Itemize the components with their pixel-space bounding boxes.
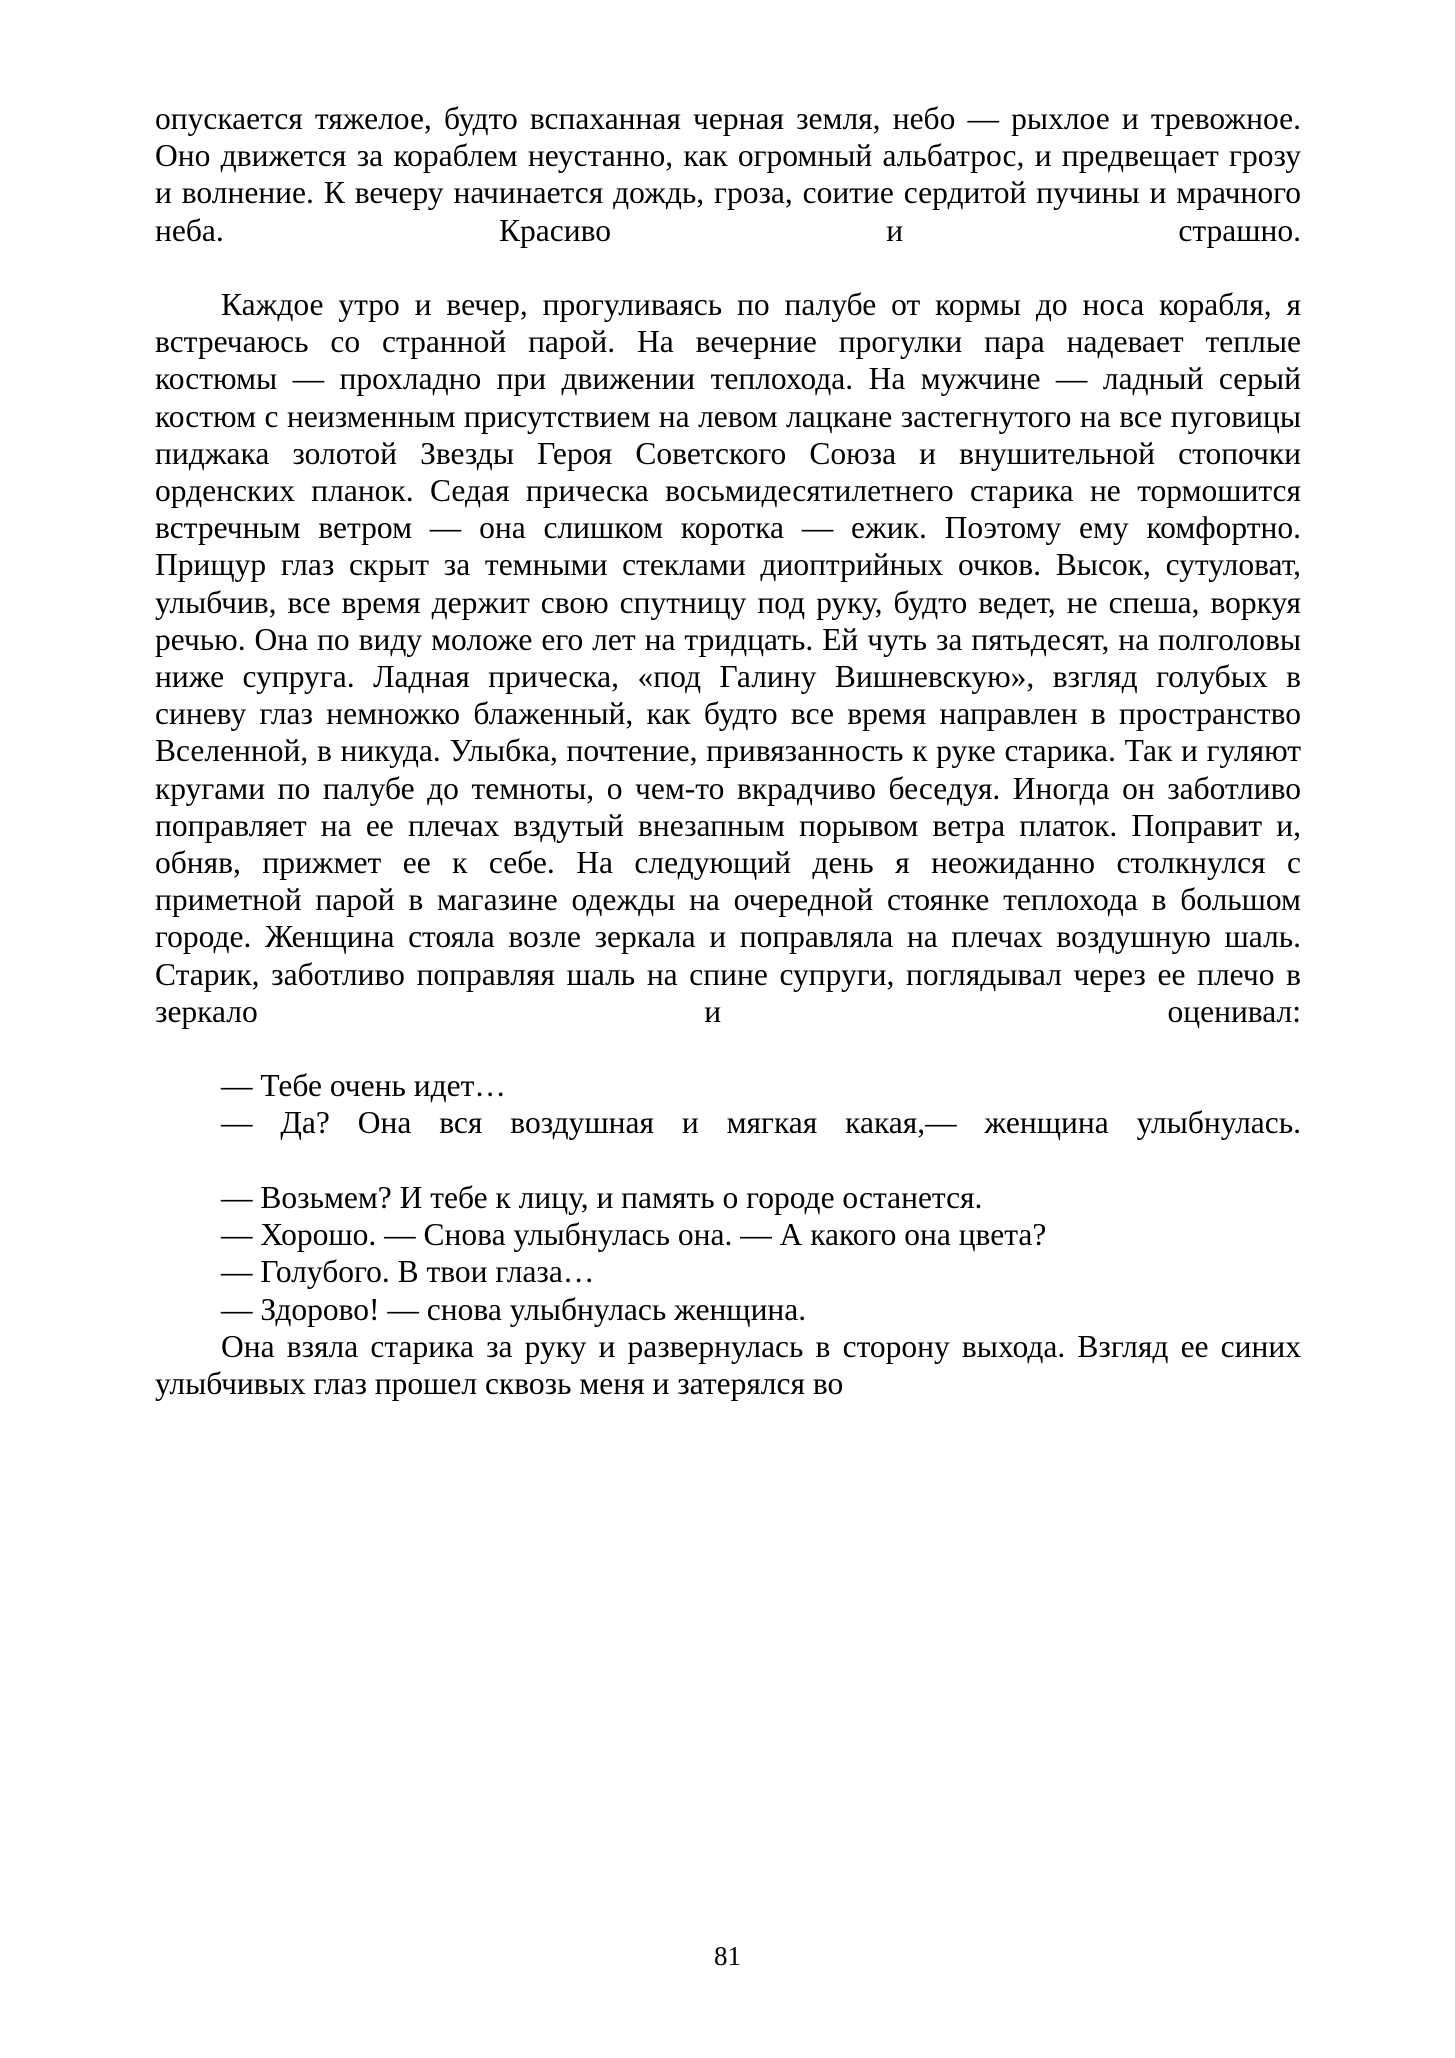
paragraph-closing: Она взяла старика за руку и развернулась в сторону выхода. Взгляд ее синих улыбчивых глаз прошел сквозь меня и затерялся во	[155, 1328, 1301, 1401]
dialogue-line-4: — Хорошо. — Снова улыбнулась она. — А какого она цвета?	[221, 1217, 1047, 1253]
paragraph-opening: опускается тяжелое, будто вспаханная черная земля, небо — рыхлое и тревожное. Оно движется за кораблем неустанно, как огромный альбатрос, и предвещает грозу и волнение. К вечеру начинается дождь, гроза, соитие сердитой пучины и мрачного неба. Красиво и страшно.	[155, 101, 1301, 248]
page-number: 81	[714, 1941, 741, 1971]
dialogue-line-5: — Голубого. В твои глаза…	[221, 1254, 595, 1290]
page-body-text	[155, 100, 1301, 1402]
dialogue-line-2: — Да? Она вся воздушная и мягкая какая,— женщина улыбнулась.	[221, 1105, 1301, 1141]
dialogue-line-6: — Здорово! — снова улыбнулась женщина.	[221, 1291, 807, 1327]
paragraph-couple-description: Каждое утро и вечер, прогуливаясь по палубе от кормы до носа корабля, я встречаюсь со странной парой. На вечерние прогулки пара надевает теплые костюмы — прохладно при движении теплохода. На мужчине — ладный серый костюм с неизменным присутствием на левом лацкане застегнутого на все пуговицы пиджака золотой Звезды Героя Советского Союза и внушительной стопочки орденских планок. Седая прическа восьмидесятилетнего старика не тормошится встречным ветром — она слишком коротка — ежик. Поэтому ему комфортно. Прищур глаз скрыт за темными стеклами диоптрийных очков. Высок, сутуловат, улыбчив, все время держит свою спутницу под руку, будто ведет, не спеша, воркуя речью. Она по виду моложе его лет на тридцать. Ей чуть за пятьдесят, на полголовы ниже супруга. Ладная прическа, «под Галину Вишневскую», взгляд голубых в синеву глаз немножко блаженный, как будто все время направлен в пространство Вселенной, в никуда. Улыбка, почтение, привязанность к руке старика. Так и гуляют кругами по палубе до темноты, о чем-то вкрадчиво беседуя. Иногда он заботливо поправляет на ее плечах вздутый внезапным порывом ветра платок. Поправит и, обняв, прижмет ее к себе. На следующий день я неожиданно столкнулся с приметной парой в магазине одежды на очередной стоянке теплохода в большом городе. Женщина стояла возле зеркала и поправляла на плечах воздушную шаль. Старик, заботливо поправляя шаль на спине супруги, поглядывал через ее плечо в зеркало и оценивал:	[155, 287, 1301, 1029]
dialogue-line-1: — Тебе очень идет…	[221, 1068, 506, 1104]
dialogue-line-3: — Возьмем? И тебе к лицу, и память о городе останется.	[221, 1179, 983, 1215]
